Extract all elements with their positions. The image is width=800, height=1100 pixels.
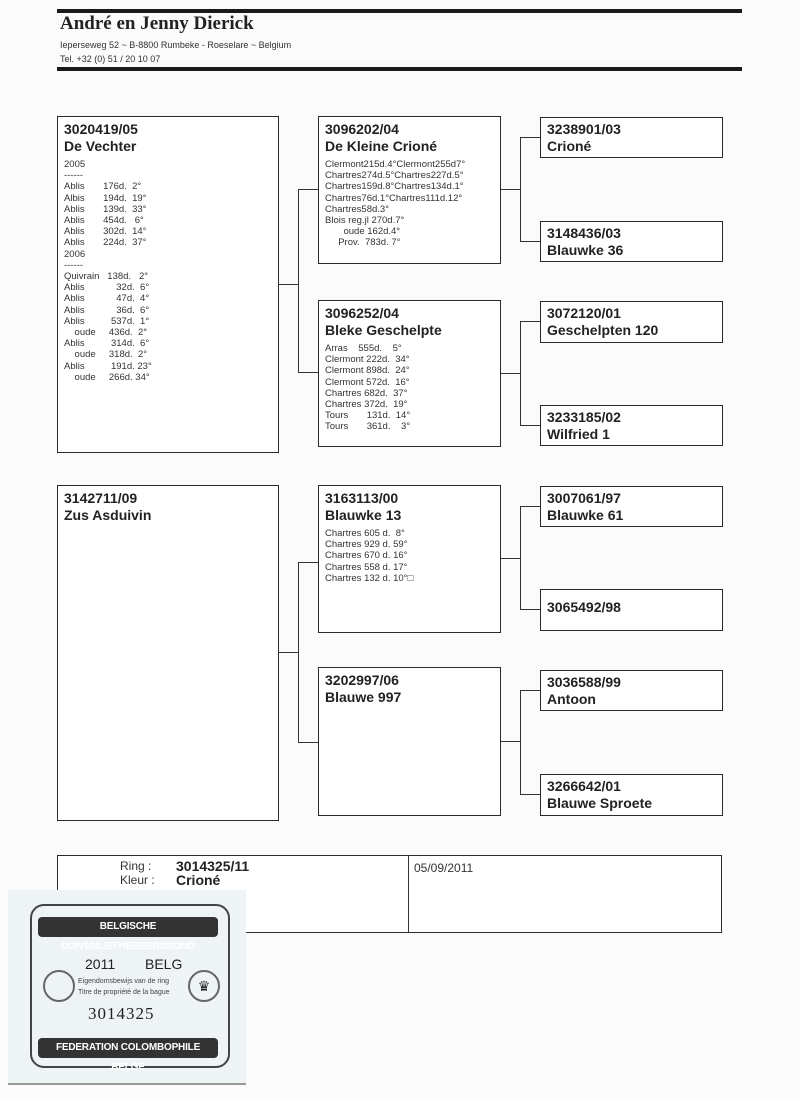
result-line: oude 436d. 2°	[64, 327, 148, 339]
header-bottom-rule	[57, 67, 742, 71]
pigeon-name: De Vechter	[64, 138, 137, 154]
connector	[298, 562, 299, 742]
parent-box-sire	[57, 116, 279, 453]
pigeon-name: Blauwke 61	[547, 507, 624, 523]
connector	[520, 321, 521, 426]
result-line: Ablis 36d. 6°	[64, 304, 150, 316]
results-list	[64, 159, 272, 383]
connector	[520, 794, 540, 795]
subject-color: Crioné	[176, 872, 221, 888]
result-line: Ablis 224d. 37°	[64, 237, 147, 249]
result-line: Ablis 302d. 14°	[64, 226, 147, 238]
result-line: Ablis 32d. 6°	[64, 282, 150, 294]
pigeon-name: Blauwe Sproete	[547, 795, 653, 811]
ring-label: Ring :	[120, 859, 152, 873]
ring-number: 3065492/98	[547, 599, 621, 615]
result-line: 2006	[64, 248, 86, 260]
ring-number: 3072120/01	[547, 305, 621, 321]
result-line: Chartres 132 d. 10°□	[325, 572, 414, 584]
pigeon-name: Blauwke 36	[547, 242, 624, 258]
result-line: Tours 131d. 14°	[325, 410, 411, 422]
pigeon-name: Blauwe 997	[325, 689, 402, 705]
result-line: ------	[64, 259, 83, 271]
result-line: Ablis 47d. 4°	[64, 293, 150, 305]
result-line: Chartres 605 d. 8°	[325, 528, 405, 539]
ring-number: 3148436/03	[547, 225, 621, 241]
results-list	[325, 528, 494, 584]
result-line: 2005	[64, 159, 86, 170]
ring-number: 3036588/99	[547, 674, 621, 690]
connector	[501, 558, 520, 559]
ring-number: 3096252/04	[325, 305, 399, 321]
stamp-number: 3014325	[88, 1004, 155, 1023]
result-line: Chartres274d.5°Chartres227d.5°	[325, 170, 464, 182]
seal-left-icon	[43, 970, 75, 1002]
result-line: Quivrain 138d. 2°	[64, 271, 149, 283]
connector	[520, 321, 540, 322]
ring-number: 3096202/04	[325, 121, 399, 137]
color-label: Kleur :	[120, 873, 155, 887]
pigeon-name: De Kleine Crioné	[325, 138, 438, 154]
connector	[520, 137, 540, 138]
connector	[520, 241, 540, 242]
great-grandparent-box-6	[540, 589, 723, 631]
pigeon-name: Zus Asduivin	[64, 507, 152, 523]
result-line: Ablis 454d. 6°	[64, 215, 144, 227]
connector	[298, 562, 318, 563]
result-line: Clermont 898d. 24°	[325, 365, 410, 377]
stamp-year: 2011	[85, 956, 116, 972]
result-line: Ablis 314d. 6°	[64, 338, 150, 350]
result-line: Chartres 682d. 37°	[325, 387, 408, 399]
ring-number: 3233185/02	[547, 409, 621, 425]
connector	[520, 690, 540, 691]
subject-date: 05/09/2011	[414, 861, 474, 875]
result-line: Clermont 222d. 34°	[325, 354, 410, 366]
stamp-bottom-banner: FEDERATION COLOMBOPHILE BELGE	[38, 1038, 218, 1058]
result-line: Chartres 372d. 19°	[325, 399, 408, 411]
result-line: Arras 555d. 5°	[325, 343, 402, 354]
result-line: Blois reg.jl 270d.7°	[325, 215, 405, 227]
result-line: Chartres58d.3°	[325, 203, 389, 215]
great-grandparent-box-4	[540, 405, 723, 446]
result-line: Chartres 670 d. 16°	[325, 550, 408, 562]
pigeon-name: Wilfried 1	[547, 426, 610, 442]
result-line: Ablis 191d. 23°	[64, 360, 152, 372]
ring-number: 3007061/97	[547, 490, 621, 506]
result-line: Tours 361d. 3°	[325, 421, 411, 433]
connector	[501, 373, 520, 374]
result-line: Ablis 176d. 2°	[64, 181, 142, 193]
stamp-country: BELG	[145, 956, 183, 972]
result-line: oude 162d.4°	[325, 226, 401, 238]
pigeon-name: Antoon	[547, 691, 596, 707]
result-line: ------	[64, 170, 83, 182]
great-grandparent-box-5	[540, 486, 723, 527]
result-line: Clermont 572d. 16°	[325, 376, 410, 388]
connector	[520, 425, 540, 426]
crown-seal-icon: ♛	[188, 970, 220, 1002]
stamp-line-nl: Eigendomsbewijs van de ring	[78, 978, 170, 985]
parent-box-dam	[57, 485, 279, 821]
result-line: oude 318d. 2°	[64, 349, 148, 361]
pigeon-name: Blauwke 13	[325, 507, 402, 523]
connector	[298, 372, 318, 373]
result-line: Albis 194d. 19°	[64, 192, 147, 204]
owner-address: Ieperseweg 52 ~ B-8800 Rumbeke - Roeselare ~ Belgium	[60, 40, 292, 50]
result-line: Chartres 929 d. 59°	[325, 539, 408, 551]
results-list	[325, 343, 494, 433]
stamp-top-banner: BELGISCHE DUIVENLIEFHEBBERSBOND	[38, 917, 218, 937]
connector	[501, 189, 520, 190]
great-grandparent-box-3	[540, 301, 723, 343]
pigeon-name: Geschelpten 120	[547, 322, 659, 338]
connector	[298, 189, 299, 373]
connector	[501, 741, 520, 742]
connector	[520, 137, 521, 242]
ring-number: 3163113/00	[325, 490, 399, 506]
grandparent-box-1	[318, 116, 501, 264]
divider	[408, 856, 409, 932]
great-grandparent-box-8	[540, 774, 723, 816]
result-line: Clermont215d.4°Clermont255d7°	[325, 159, 466, 170]
connector	[298, 742, 318, 743]
stamp-line-fr: Titre de propriété de la bague	[78, 989, 170, 996]
grandparent-box-3	[318, 485, 501, 633]
connector	[520, 506, 540, 507]
ring-number: 3238901/03	[547, 121, 621, 137]
result-line: Ablis 139d. 33°	[64, 203, 147, 215]
owner-name: André en Jenny Dierick	[60, 13, 254, 34]
result-line: Chartres76d.1°Chartres111d.12°	[325, 192, 463, 204]
ring-certificate-stamp	[8, 890, 246, 1085]
connector	[520, 506, 521, 610]
ring-number: 3202997/06	[325, 672, 399, 688]
great-grandparent-box-7	[540, 670, 723, 711]
connector	[520, 690, 521, 795]
great-grandparent-box-1	[540, 117, 723, 158]
owner-phone: Tel. +32 (0) 51 / 20 10 07	[60, 54, 161, 64]
subject-ring: 3014325/11	[176, 858, 250, 874]
result-line: Chartres 558 d. 17°	[325, 561, 408, 573]
connector	[520, 609, 540, 610]
pigeon-name: Crioné	[547, 138, 592, 154]
connector	[298, 189, 318, 190]
results-list	[325, 159, 494, 249]
result-line: Ablis 537d. 1°	[64, 315, 150, 327]
connector	[279, 284, 298, 285]
ring-number: 3142711/09	[64, 490, 138, 506]
result-line: oude 266d. 34°	[64, 371, 150, 383]
result-line: Prov. 783d. 7°	[325, 237, 401, 249]
ring-number: 3266642/01	[547, 778, 621, 794]
ring-number: 3020419/05	[64, 121, 138, 137]
great-grandparent-box-2	[540, 221, 723, 262]
grandparent-box-2	[318, 300, 501, 447]
pigeon-name: Bleke Geschelpte	[325, 322, 442, 338]
result-line: Chartres159d.8°Chartres134d.1°	[325, 181, 464, 193]
grandparent-box-4	[318, 667, 501, 816]
connector	[279, 652, 298, 653]
